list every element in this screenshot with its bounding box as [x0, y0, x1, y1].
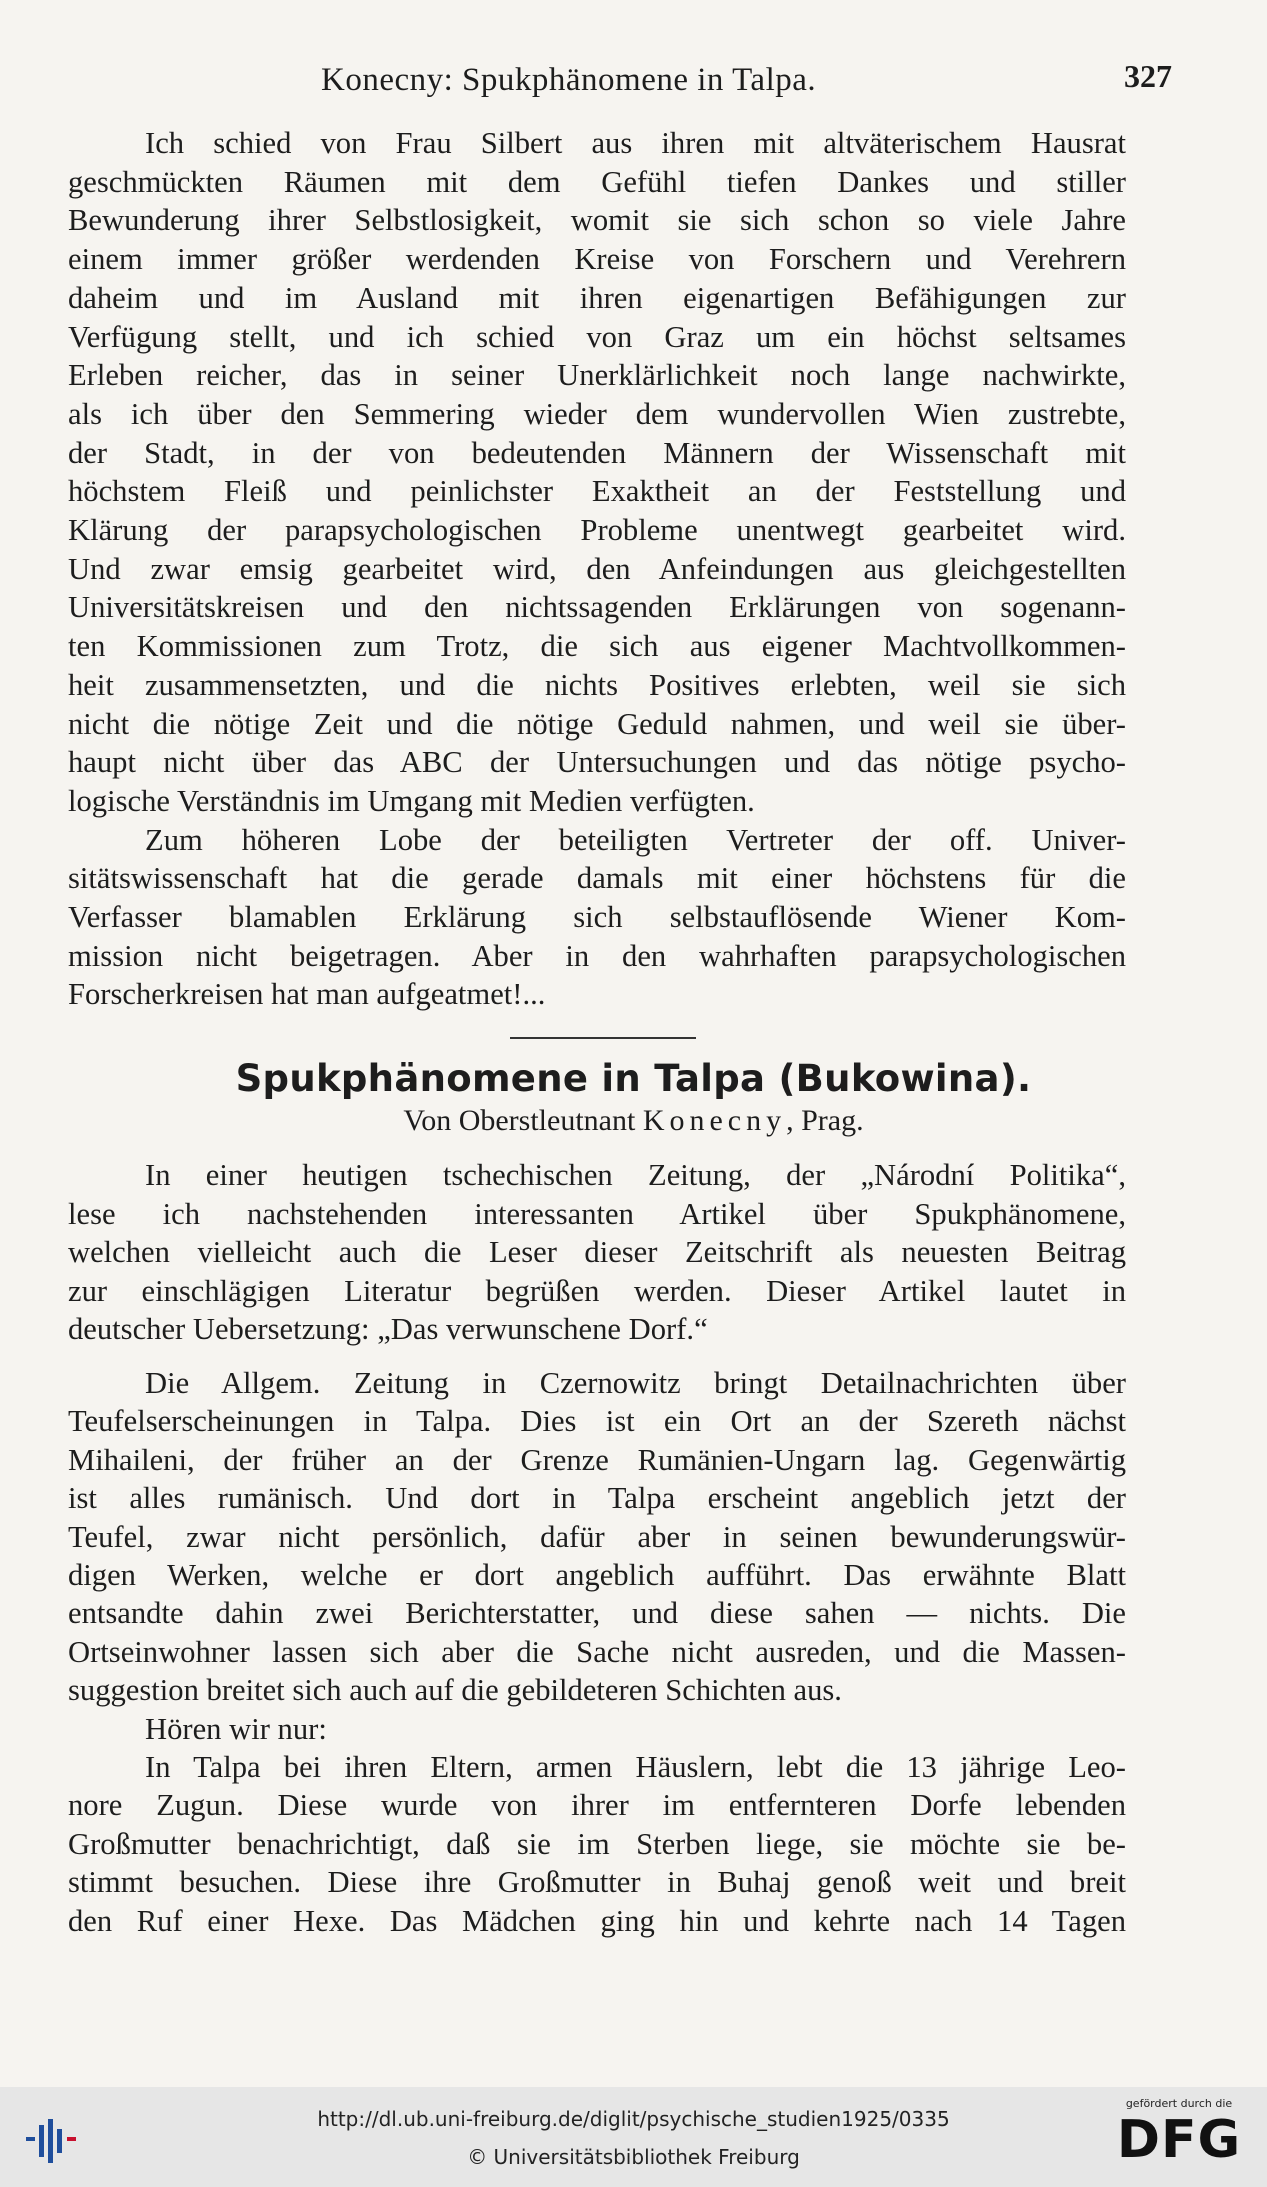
- text-line: Erleben reicher, das in seiner Unerklärlichkeit noch lange nachwirkte,: [68, 358, 1126, 393]
- text-block-2: [68, 1156, 1126, 1349]
- text-line: lese ich nachstehenden interessanten Artikel über Spukphänomene,: [68, 1196, 1126, 1231]
- text-line: nore Zugun. Diese wurde von ihrer im entfernteren Dorfe lebenden: [68, 1788, 1126, 1823]
- text-line: Zum höheren Lobe der beteiligten Vertreter der off. Univer-: [145, 822, 1126, 857]
- text-line: einem immer größer werdenden Kreise von Forschern und Verehrern: [68, 242, 1126, 277]
- running-title: Konecny: Spukphänomene in Talpa.: [321, 62, 817, 98]
- text-line: mission nicht beigetragen. Aber in den wahrhaften parapsychologischen: [68, 938, 1126, 973]
- text-line: Und zwar emsig gearbeitet wird, den Anfeindungen aus gleichgestellten: [68, 551, 1126, 586]
- text-line: deutscher Uebersetzung: „Das verwunschene Dorf.“: [68, 1312, 708, 1346]
- text-block-3: [68, 1364, 1126, 1940]
- text-line: heit zusammensetzten, und die nichts Positives erlebten, weil sie sich: [68, 667, 1126, 702]
- text-line: entsandte dahin zwei Berichterstatter, und diese sahen — nichts. Die: [68, 1596, 1126, 1631]
- text-line: digen Werken, welche er dort angeblich aufführt. Das erwähnte Blatt: [68, 1558, 1126, 1593]
- text-line: der Stadt, in der von bedeutenden Männern der Wissenschaft mit: [68, 435, 1126, 470]
- dfg-logo[interactable]: [1109, 2097, 1249, 2181]
- text-line: Ortseinwohner lassen sich aber die Sache nicht ausreden, und die Massen-: [68, 1634, 1126, 1669]
- text-line: Mihaileni, der früher an der Grenze Rumänien-Ungarn lag. Gegenwärtig: [68, 1442, 1126, 1477]
- text-line: nicht die nötige Zeit und die nötige Geduld nahmen, und weil sie über-: [68, 706, 1126, 741]
- permalink-url[interactable]: http://dl.ub.uni-freiburg.de/diglit/psychische_studien1925/0335: [317, 2107, 950, 2131]
- text-line: Großmutter benachrichtigt, daß sie im Sterben liege, sie möchte sie be-: [68, 1826, 1126, 1861]
- section-divider: [510, 1037, 696, 1039]
- text-line: Universitätskreisen und den nichtssagenden Erklärungen von sogenann-: [68, 590, 1126, 625]
- text-line: Die Allgem. Zeitung in Czernowitz bringt Detailnachrichten über: [145, 1366, 1126, 1400]
- article-title: Spukphänomene in Talpa (Bukowina).: [235, 1057, 1032, 1100]
- text-line: In Talpa bei ihren Eltern, armen Häuslern, lebt die 13 jährige Leo-: [145, 1750, 1126, 1785]
- text-line: Teufelserscheinungen in Talpa. Dies ist ein Ort an der Szereth nächst: [68, 1404, 1126, 1439]
- text-line: Klärung der parapsychologischen Probleme unentwegt gearbeitet wird.: [68, 513, 1126, 548]
- text-line: Hören wir nur:: [145, 1711, 327, 1746]
- text-line: welchen vielleicht auch die Leser dieser Zeitschrift als neuesten Beitrag: [68, 1235, 1126, 1269]
- byline-suffix: , Prag.: [786, 1104, 864, 1137]
- text-line: Bewunderung ihrer Selbstlosigkeit, womit sie sich schon so viele Jahre: [68, 203, 1126, 238]
- text-line: Ich schied von Frau Silbert aus ihren mit altväterischem Hausrat: [145, 126, 1126, 160]
- text-line: sitätswissenschaft hat die gerade damals mit einer höchstens für die: [68, 861, 1126, 896]
- text-line: ist alles rumänisch. Und dort in Talpa erscheint angeblich jetzt der: [68, 1481, 1126, 1516]
- byline-prefix: Von Oberstleutnant: [403, 1104, 636, 1137]
- text-line: Verfasser blamablen Erklärung sich selbstauflösende Wiener Kom-: [68, 900, 1126, 935]
- text-line: stimmt besuchen. Diese ihre Großmutter in Buhaj genoß weit und breit: [68, 1865, 1126, 1900]
- copyright-notice: © Universitätsbibliothek Freiburg: [467, 2145, 800, 2169]
- page-number: 327: [1124, 58, 1172, 94]
- author-name: Konecny: [642, 1104, 787, 1137]
- page-header: [68, 58, 1172, 108]
- text-line: daheim und im Ausland mit ihren eigenartigen Befähigungen zur: [68, 280, 1126, 315]
- dfg-mark: DFG: [1116, 2110, 1242, 2170]
- text-line: Forscherkreisen hat man aufgeatmet!...: [68, 977, 546, 1012]
- text-line: haupt nicht über das ABC der Untersuchungen und das nötige psycho-: [68, 745, 1126, 780]
- text-line: höchstem Fleiß und peinlichster Exaktheit an der Feststellung und: [68, 474, 1126, 509]
- dfg-caption: gefördert durch die: [1125, 2097, 1233, 2110]
- text-line: In einer heutigen tschechischen Zeitung, der „Národní Politika“,: [145, 1158, 1126, 1192]
- text-line: geschmückten Räumen mit dem Gefühl tiefen Dankes und stiller: [68, 164, 1126, 199]
- footer-bar: [0, 2087, 1267, 2187]
- text-line: Verfügung stellt, und ich schied von Graz um ein höchst seltsames: [68, 319, 1126, 354]
- text-line: suggestion breitet sich auch auf die gebildeteren Schichten aus.: [68, 1673, 842, 1708]
- text-line: Teufel, zwar nicht persönlich, dafür aber in seinen bewunderungswür-: [68, 1519, 1126, 1554]
- text-line: als ich über den Semmering wieder dem wundervollen Wien zustrebte,: [68, 396, 1126, 431]
- byline: [0, 1104, 1267, 1138]
- text-line: zur einschlägigen Literatur begrüßen werden. Dieser Artikel lautet in: [68, 1273, 1126, 1308]
- text-line: den Ruf einer Hexe. Das Mädchen ging hin und kehrte nach 14 Tagen: [68, 1903, 1126, 1938]
- text-block-1: [68, 124, 1126, 1014]
- text-line: logische Verständnis im Umgang mit Medien verfügten.: [68, 783, 755, 818]
- text-line: ten Kommissionen zum Trotz, die sich aus eigener Machtvollkommen-: [68, 629, 1126, 664]
